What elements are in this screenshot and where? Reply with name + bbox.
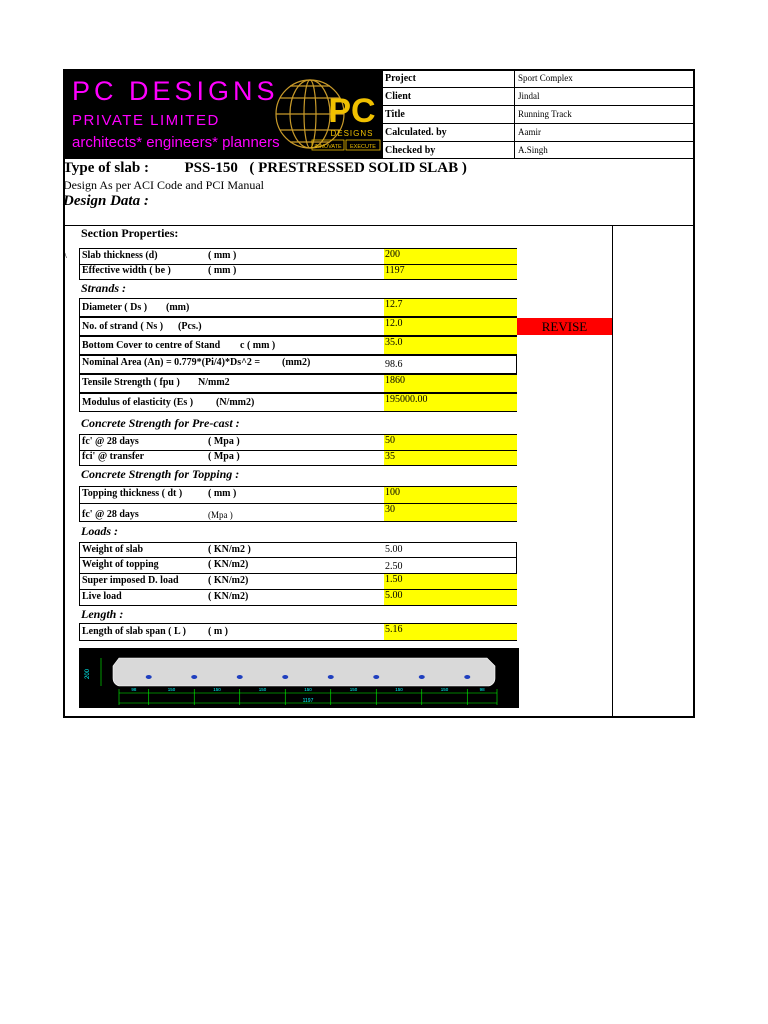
tensile-strength-input[interactable]: 1860 xyxy=(384,375,517,392)
row-unit: (Pcs.) xyxy=(178,321,202,332)
spacing-label: 150 xyxy=(395,687,403,692)
slab-type-code: PSS-150 xyxy=(184,160,238,176)
row-unit: ( m ) xyxy=(208,626,228,637)
row-label: Slab thickness (d) xyxy=(82,250,158,261)
info-value-title: Running Track xyxy=(518,109,572,119)
spacing-label: 150 xyxy=(440,687,449,692)
topping-strength-heading: Concrete Strength for Topping : xyxy=(81,467,240,481)
emblem-designs-text: DESIGNS xyxy=(330,129,374,138)
design-data-heading: Design Data : xyxy=(63,193,149,209)
table-row xyxy=(79,542,517,558)
effective-width-input[interactable]: 1197 xyxy=(384,265,517,279)
topping-thickness-input[interactable]: 100 xyxy=(384,487,517,503)
spacing-label: 98 xyxy=(479,687,485,692)
row-label: fc' @ 28 days xyxy=(82,436,139,447)
spacing-label: 150 xyxy=(258,687,267,692)
row-unit: (mm) xyxy=(166,302,190,313)
table-row xyxy=(79,557,517,574)
row-label: Effective width ( be ) xyxy=(82,265,171,276)
strand-diameter-input[interactable]: 12.7 xyxy=(384,299,517,316)
length-heading: Length : xyxy=(81,607,124,621)
table-row xyxy=(79,298,517,317)
nominal-area-value: 98.6 xyxy=(385,359,403,370)
emblem-innovate-text: INNOVATE xyxy=(314,144,342,150)
slab-thickness-input[interactable]: 200 xyxy=(384,249,517,264)
strand-dot xyxy=(419,675,425,679)
info-value-checked-by: A.Singh xyxy=(518,145,548,155)
row-unit: ( KN/m2) xyxy=(208,559,249,570)
table-row xyxy=(79,264,517,280)
strand-dot xyxy=(328,675,334,679)
logo-subtitle: PRIVATE LIMITED xyxy=(72,112,220,129)
slab-section-shape xyxy=(113,658,495,686)
grid-line xyxy=(514,70,515,159)
row-unit: ( KN/m2 ) xyxy=(208,544,251,555)
row-label: Topping thickness ( dt ) xyxy=(82,488,183,499)
superimposed-load-input[interactable]: 1.50 xyxy=(384,574,517,589)
revise-alert-badge: REVISE xyxy=(517,318,612,335)
row-label: Tensile Strength ( fpu ) xyxy=(82,377,180,388)
row-label: Super imposed D. load xyxy=(82,575,179,586)
info-label-project: Project xyxy=(385,73,416,84)
table-row xyxy=(79,355,517,374)
table-row xyxy=(79,573,517,590)
live-load-input[interactable]: 5.00 xyxy=(384,590,517,605)
row-unit: ( mm ) xyxy=(208,265,237,276)
spacing-label: 150 xyxy=(167,687,176,692)
row-unit: ( mm ) xyxy=(208,250,237,261)
slab-type-label: Type of slab : xyxy=(63,160,149,176)
table-row xyxy=(79,434,517,451)
row-unit: (N/mm2) xyxy=(216,397,255,408)
topping-fc-28-input[interactable]: 30 xyxy=(384,504,517,521)
globe-emblem-icon xyxy=(272,74,382,156)
row-unit: N/mm2 xyxy=(198,377,230,388)
table-row xyxy=(79,336,517,355)
spacing-label: 150 xyxy=(349,687,358,692)
row-label: No. of strand ( Ns ) xyxy=(82,321,164,332)
table-row xyxy=(79,589,517,606)
section-properties-heading: Section Properties: xyxy=(81,226,179,240)
span-length-input[interactable]: 5.16 xyxy=(384,624,517,640)
info-label-title: Title xyxy=(385,109,405,120)
info-value-client: Jindal xyxy=(518,91,540,101)
total-width-label: 1197 xyxy=(302,698,314,704)
modulus-input[interactable]: 195000.00 xyxy=(384,394,517,411)
topping-weight-value: 2.50 xyxy=(385,561,403,572)
emblem-execute-text: EXECUTE xyxy=(350,144,376,150)
table-row xyxy=(79,248,517,265)
strand-dot xyxy=(373,675,379,679)
bottom-cover-input[interactable]: 35.0 xyxy=(384,337,517,354)
row-unit: ( Mpa ) xyxy=(208,451,240,462)
row-unit: (mm2) xyxy=(282,357,311,368)
info-label-calculated-by: Calculated. by xyxy=(385,127,447,138)
spacing-label: 98 xyxy=(131,687,137,692)
strand-dot xyxy=(464,675,470,679)
strands-heading: Strands : xyxy=(81,281,127,295)
company-logo xyxy=(64,70,382,158)
row-label: fci' @ transfer xyxy=(82,451,145,462)
row-unit: ( KN/m2) xyxy=(208,591,249,602)
row-unit: ( mm ) xyxy=(208,488,237,499)
table-row xyxy=(79,486,517,504)
row-unit: ( KN/m2) xyxy=(208,575,249,586)
row-unit: ( Mpa ) xyxy=(208,436,240,447)
strand-dot xyxy=(282,675,288,679)
strand-count-input[interactable]: 12.0 xyxy=(384,318,517,335)
strand-dot xyxy=(146,675,152,679)
info-label-checked-by: Checked by xyxy=(385,145,436,156)
logo-tagline: architects* engineers* planners xyxy=(72,134,280,151)
slab-type-description: ( PRESTRESSED SOLID SLAB ) xyxy=(249,160,467,176)
row-label: fc' @ 28 days xyxy=(82,509,139,520)
precast-strength-heading: Concrete Strength for Pre-cast : xyxy=(81,416,240,430)
precast-fc-28-input[interactable]: 50 xyxy=(384,435,517,450)
table-row xyxy=(79,623,517,641)
grid-line xyxy=(382,70,383,159)
row-label: Weight of slab xyxy=(82,544,144,555)
strand-dot xyxy=(237,675,243,679)
height-dimension-label: 200 xyxy=(85,668,91,680)
table-row xyxy=(79,450,517,466)
spacing-label: 150 xyxy=(213,687,221,692)
stray-backslash: \ xyxy=(64,250,67,261)
slab-type-heading xyxy=(63,160,467,177)
row-label: Live load xyxy=(82,591,122,602)
info-label-client: Client xyxy=(385,91,412,102)
table-row xyxy=(79,317,517,336)
row-unit: c ( mm ) xyxy=(240,340,276,351)
info-value-project: Sport Complex xyxy=(518,73,573,83)
info-value-calculated-by: Aamir xyxy=(518,127,541,137)
row-label: Weight of topping xyxy=(82,559,159,570)
spacing-label: 150 xyxy=(304,687,312,692)
emblem-pc-text: PC xyxy=(328,92,376,130)
design-code-subtitle: Design As per ACI Code and PCI Manual xyxy=(63,178,264,192)
row-label: Length of slab span ( L ) xyxy=(82,626,186,637)
row-label: Diameter ( Ds ) xyxy=(82,302,148,313)
table-row xyxy=(79,503,517,522)
row-unit: (Mpa ) xyxy=(208,510,233,520)
row-label: Modulus of elasticity (Es ) xyxy=(82,397,194,408)
logo-company-name: PC DESIGNS xyxy=(72,76,279,106)
slab-weight-value: 5.00 xyxy=(385,544,403,555)
table-row xyxy=(79,393,517,412)
slab-cross-section-drawing xyxy=(79,648,519,708)
loads-heading: Loads : xyxy=(81,524,118,538)
row-label: Nominal Area (An) = 0.779*(Pi/4)*Ds^2 = xyxy=(82,357,261,368)
strand-dot xyxy=(191,675,197,679)
row-label: Bottom Cover to centre of Stand xyxy=(82,340,221,351)
table-row xyxy=(79,374,517,393)
precast-fci-transfer-input[interactable]: 35 xyxy=(384,451,517,465)
grid-line xyxy=(612,225,613,718)
